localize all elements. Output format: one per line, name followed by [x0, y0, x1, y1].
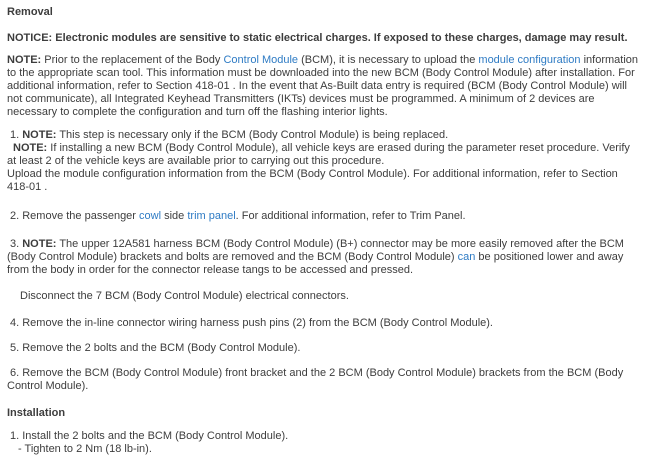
install-step-1 [7, 430, 642, 443]
step-1-group [7, 129, 642, 194]
body-text: . For additional information, refer to Trim Panel. [235, 210, 466, 222]
inline-link[interactable]: cowl [139, 210, 162, 222]
body-text: side [161, 210, 188, 222]
body-text: 3. [10, 238, 23, 250]
step-1-action-line [7, 168, 642, 194]
note-paragraph-module-configuration [7, 54, 642, 119]
body-text: 5. Remove the 2 bolts and the BCM (Body Control Module). [10, 342, 301, 354]
bold-text: Removal [7, 6, 53, 18]
body-text: 1. Install the 2 bolts and the BCM (Body Control Module). [10, 430, 289, 442]
body-text: Prior to the replacement of the Body [41, 54, 224, 66]
step-6 [7, 367, 642, 393]
inline-link[interactable]: can [457, 251, 476, 263]
step-5 [7, 342, 642, 355]
step-1-note-line [7, 129, 642, 142]
body-text: (BCM), it is necessary to upload the [298, 54, 479, 66]
step-2 [7, 210, 642, 223]
body-text: 1. [10, 129, 23, 141]
bold-text: Installation [7, 407, 66, 419]
bold-text: NOTE: [7, 54, 42, 66]
bold-text: NOTICE: Electronic modules are sensitive to static electrical charges. If exposed to these charges, damage may result. [7, 32, 628, 44]
bold-text: NOTE: [13, 142, 48, 154]
body-text: 2. Remove the passenger [10, 210, 140, 222]
body-text: information to the appropriate scan tool. This information must be downloaded into the new BCM (Body Control Module) after installation. For additional information, refer to Section 418-01 . In the event that As-Built data entry is required (BCM (Body Control Module) will not communicate), all Integrated Keyhead Transmitters (IKTs) devices must be programmed. A minimum of 2 devices are necessary to complete the configuration and turn off the flashing interior lights. [7, 54, 639, 118]
step-3-note [7, 238, 642, 277]
step-3-action [7, 290, 642, 303]
inline-link[interactable]: Control Module [223, 54, 299, 66]
body-text: 6. Remove the BCM (Body Control Module) front bracket and the 2 BCM (Body Control Module) brackets from the BCM (Body Control Module). [7, 367, 624, 392]
body-text: The upper 12A581 harness BCM (Body Control Module) (B+) connector may be more easily removed after the BCM (Body Control Module) brackets and bolts are removed and the BCM (Body Control Module) [7, 238, 624, 263]
body-text: Disconnect the 7 BCM (Body Control Module) electrical connectors. [20, 290, 349, 302]
installation-heading [7, 407, 642, 420]
body-text: If installing a new BCM (Body Control Module), all vehicle keys are erased during the parameter reset procedure. Verify at least 2 of the vehicle keys are available prior to carrying out this procedure. [7, 142, 630, 167]
inline-link[interactable]: module configuration [478, 54, 581, 66]
step-1-inner-note [7, 142, 642, 168]
inline-link[interactable]: trim panel [187, 210, 236, 222]
install-step-1-torque [7, 443, 642, 456]
body-text: Upload the module configuration information from the BCM (Body Control Module). For additional information, refer to Section 418-01 . [7, 168, 618, 193]
bold-text: NOTE: [22, 129, 57, 141]
body-text: be positioned lower and away from the body in order for the connector release tangs to be accessed and pressed. [7, 251, 624, 276]
bold-text: NOTE: [22, 238, 57, 250]
body-text: This step is necessary only if the BCM (Body Control Module) is being replaced. [56, 129, 449, 141]
body-text: 4. Remove the in-line connector wiring harness push pins (2) from the BCM (Body Control Module). [10, 317, 493, 329]
static-notice [7, 32, 642, 45]
removal-heading [7, 6, 642, 19]
body-text: - Tighten to 2 Nm (18 lb-in). [18, 443, 152, 455]
step-4 [7, 317, 642, 330]
